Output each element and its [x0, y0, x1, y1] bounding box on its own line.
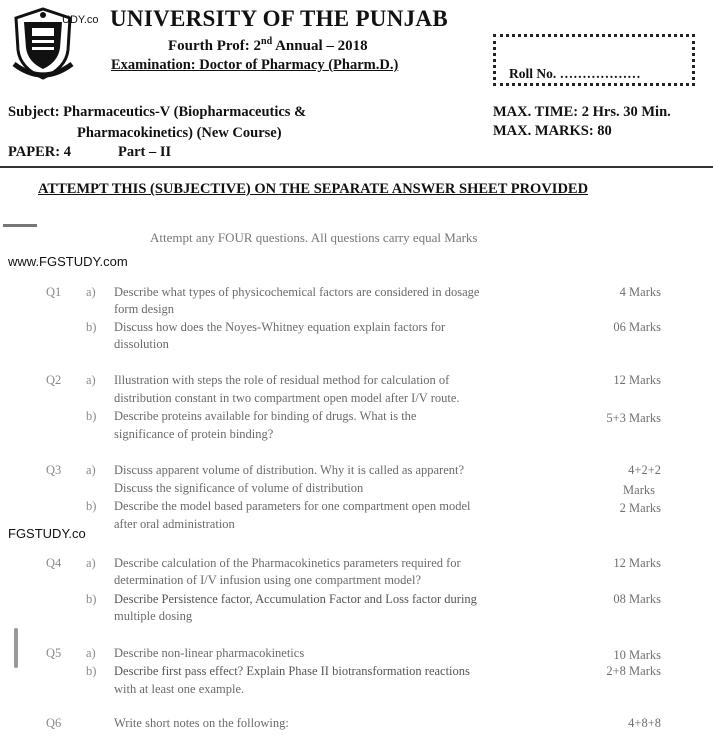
q4-a-label: a)	[86, 556, 96, 570]
top-watermark: UDY.co	[62, 14, 99, 26]
subject-line-2: Pharmacokinetics) (New Course)	[77, 125, 282, 141]
q1-a-label: a)	[86, 285, 96, 299]
q3-b-label: b)	[86, 499, 97, 513]
q2-a-marks: 12 Marks	[613, 373, 661, 387]
q3-a-marks-line2: Marks	[623, 483, 655, 497]
q3-b-line1: Describe the model based parameters for one compartment open model	[114, 499, 471, 513]
header-divider	[0, 166, 713, 168]
instruction-banner: ATTEMPT THIS (SUBJECTIVE) ON THE SEPARATE ANSWER SHEET PROVIDED	[38, 181, 589, 197]
q1-b-line1: Discuss how does the Noyes-Whitney equation explain factors for	[114, 320, 446, 334]
q4-a-marks: 12 Marks	[613, 556, 661, 570]
q1-number: Q1	[46, 285, 62, 299]
q2-a-line2: distribution constant in two compartment open model after I/V route.	[114, 391, 460, 405]
q1-b-label: b)	[86, 320, 97, 334]
q5-b-marks: 2+8 Marks	[606, 664, 661, 678]
q2-b-marks: 5+3 Marks	[606, 411, 661, 425]
q3-number: Q3	[46, 463, 62, 477]
exam-year-sup: nd	[261, 36, 273, 47]
max-marks: MAX. MARKS: 80	[493, 123, 612, 139]
q5-b-label: b)	[86, 664, 97, 678]
paper-part: Part – II	[118, 144, 172, 160]
exam-year-suffix: Annual – 2018	[272, 38, 368, 54]
roll-number-field: Roll No. ………………	[509, 66, 641, 81]
q1-a-line1: Describe what types of physicochemical factors are considered in dosage	[114, 285, 480, 299]
q4-a-line2: determination of I/V infusion using one compartment model?	[114, 573, 421, 587]
q1-b-marks: 06 Marks	[613, 320, 661, 334]
q2-b-line1: Describe proteins available for binding of drugs. What is the	[114, 409, 417, 423]
q4-b-marks: 08 Marks	[613, 592, 661, 606]
instruction-sub: Attempt any FOUR questions. All questions carry equal Marks	[150, 230, 478, 245]
q5-b-line1: Describe first pass effect? Explain Phase II biotransformation reactions	[114, 664, 470, 678]
q3-a-line2: Discuss the significance of volume of distribution	[114, 481, 364, 495]
q1-a-marks: 4 Marks	[619, 285, 661, 299]
examination-title: Examination: Doctor of Pharmacy (Pharm.D.)	[111, 57, 399, 73]
q5-a-line1: Describe non-linear pharmacokinetics	[114, 646, 305, 660]
exam-year-line	[168, 36, 368, 55]
q5-a-marks: 10 Marks	[613, 648, 661, 662]
scan-mark	[3, 224, 37, 227]
q2-b-line2: significance of protein binding?	[114, 427, 274, 441]
q4-number: Q4	[46, 556, 62, 570]
q4-a-line1: Describe calculation of the Pharmacokinetics parameters required for	[114, 556, 461, 570]
q5-b-line2: with at least one example.	[114, 682, 245, 696]
q2-a-line1: Illustration with steps the role of residual method for calculation of	[114, 373, 450, 387]
q2-number: Q2	[46, 373, 62, 387]
q1-b-line2: dissolution	[114, 337, 169, 351]
university-title: UNIVERSITY OF THE PUNJAB	[110, 6, 448, 31]
q3-b-line2: after oral administration	[114, 517, 235, 531]
q2-b-label: b)	[86, 409, 97, 423]
exam-year-prefix: Fourth Prof: 2	[168, 38, 262, 54]
q3-a-marks-line1: 4+2+2	[628, 463, 661, 477]
q4-b-line2: multiple dosing	[114, 609, 193, 623]
q1-a-line2: form design	[114, 302, 175, 316]
q6-marks: 4+8+8	[628, 716, 661, 730]
subject-line-1: Subject: Pharmaceutics-V (Biopharmaceutics &	[8, 104, 307, 120]
q3-a-label: a)	[86, 463, 96, 477]
q4-b-label: b)	[86, 592, 97, 606]
q5-a-label: a)	[86, 646, 96, 660]
scan-binding-mark	[14, 628, 18, 668]
max-time: MAX. TIME: 2 Hrs. 30 Min.	[493, 104, 671, 120]
q4-b-line1: Describe Persistence factor, Accumulation Factor and Loss factor during	[114, 592, 477, 606]
q5-number: Q5	[46, 646, 62, 660]
watermark-brand: FGSTUDY.co	[8, 526, 86, 541]
q3-a-line1: Discuss apparent volume of distribution. Why it is called as apparent?	[114, 463, 465, 477]
paper-number: PAPER: 4	[8, 144, 71, 160]
q6-line1: Write short notes on the following:	[114, 716, 289, 730]
watermark-website: www.FGSTUDY.com	[8, 254, 128, 269]
q6-number: Q6	[46, 716, 62, 730]
q3-b-marks: 2 Marks	[619, 501, 661, 515]
q2-a-label: a)	[86, 373, 96, 387]
